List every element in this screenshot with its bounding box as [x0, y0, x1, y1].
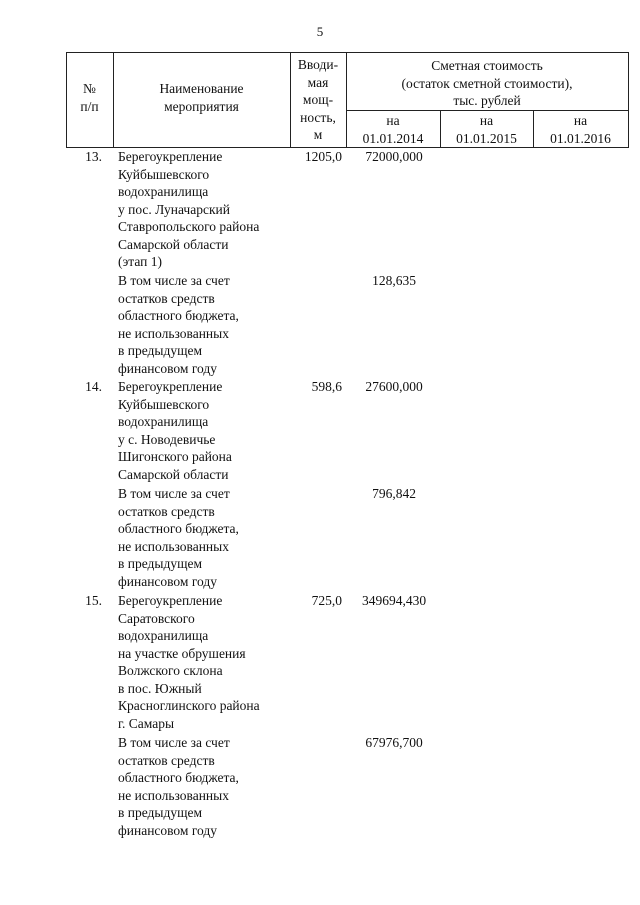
row-name-line: Саратовского [118, 610, 195, 626]
row-subnote-line: областного бюджета, [118, 521, 239, 536]
row-name-line: в пос. Южный [118, 680, 202, 696]
row-name-line: г. Самары [118, 715, 175, 731]
header-name-line: Наименование [159, 81, 244, 96]
header-date-line: на [479, 113, 494, 128]
header-cost-line: (остаток сметной стоимости), [401, 75, 573, 91]
header-capacity [290, 56, 346, 144]
header-capacity-line: ность, [300, 109, 336, 125]
row-capacity: 1205,0 [304, 149, 342, 164]
row-subnote [118, 485, 294, 590]
header-date-line: 01.01.2014 [362, 130, 424, 146]
row-name [118, 592, 294, 732]
row-subnote-line: остатков средств [118, 290, 215, 306]
header-date-line: 01.01.2016 [550, 130, 611, 146]
header-capacity-line: мощ- [302, 92, 334, 107]
header-cost-line: тыс. рублей [453, 93, 521, 108]
row-subnote [118, 272, 294, 377]
row-name [118, 378, 294, 483]
row-name-line: Куйбышевского [118, 166, 210, 182]
row-subnote-line: финансовом году [118, 360, 218, 376]
header-capacity-line: м [313, 127, 323, 142]
row-name-line: Самарской области [118, 466, 229, 482]
row-name-line: у с. Новодевичье [118, 431, 216, 447]
row-subnote-line: не использованных [118, 538, 229, 554]
table-right-border [628, 52, 629, 148]
row-number: 14. [85, 379, 102, 394]
row-subnote-line: в предыдущем [118, 805, 203, 820]
row-subnote-line: остатков средств [118, 503, 215, 519]
header-date-line: на [386, 113, 400, 128]
row-cost-2014: 72000,000 [365, 149, 423, 164]
header-name [113, 80, 290, 115]
header-capacity-line: мая [307, 74, 329, 90]
header-capacity-line: Вводи- [297, 57, 339, 72]
header-num [66, 80, 113, 115]
row-name-line: Берегоукрепление [118, 593, 223, 608]
row-subnote-cost-2014: 128,635 [372, 273, 416, 288]
row-name-line: Самарской области [118, 236, 229, 252]
row-subnote-line: остатков средств [118, 752, 215, 768]
row-subnote-line: областного бюджета, [118, 308, 239, 323]
date-header-divider [346, 110, 629, 111]
row-name-line: Шигонского района [118, 449, 232, 464]
table-top-border [66, 52, 629, 53]
row-subnote-line: в предыдущем [118, 343, 203, 358]
row-subnote-cost-2014: 67976,700 [365, 735, 423, 750]
header-date-2015 [440, 112, 533, 147]
header-date-2016 [533, 112, 628, 147]
row-name-line: Берегоукрепление [118, 149, 223, 164]
header-date-line: на [573, 113, 588, 128]
row-subnote-line: финансовом году [118, 822, 218, 838]
row-name-line: водохранилища [118, 184, 209, 199]
row-name-line: у пос. Луначарский [118, 201, 230, 217]
row-subnote-line: финансовом году [118, 573, 218, 589]
row-name-line: Берегоукрепление [118, 379, 223, 394]
row-capacity: 725,0 [311, 593, 342, 608]
header-date-2014 [346, 112, 440, 147]
header-cost-line: Сметная стоимость [431, 58, 543, 73]
row-subnote-line: не использованных [118, 325, 229, 341]
header-num-line: № [83, 81, 96, 96]
row-capacity: 598,6 [311, 379, 342, 394]
row-subnote-line: В том числе за счет [118, 486, 230, 501]
row-name-line: на участке обрушения [118, 645, 246, 661]
row-subnote-cost-2014: 796,842 [372, 486, 416, 501]
row-subnote-line: областного бюджета, [118, 770, 239, 785]
header-cost-group [346, 57, 628, 110]
row-subnote [118, 734, 294, 839]
row-subnote-line: В том числе за счет [118, 273, 230, 288]
row-name-line: водохранилища [118, 628, 209, 643]
row-name [118, 148, 294, 271]
header-date-line: 01.01.2015 [456, 130, 517, 146]
row-name-line: Куйбышевского [118, 396, 210, 412]
row-cost-2014: 349694,430 [361, 593, 427, 608]
row-subnote-line: не использованных [118, 787, 229, 803]
row-name-line: Ставропольского района [118, 219, 260, 234]
row-subnote-line: В том числе за счет [118, 735, 230, 750]
row-name-line: Волжского склона [118, 663, 223, 678]
row-name-line: (этап 1) [118, 254, 163, 269]
row-name-line: Красноглинского района [118, 698, 260, 713]
header-name-line: мероприятия [164, 98, 239, 114]
row-cost-2014: 27600,000 [365, 379, 423, 394]
page-number: 5 [316, 24, 324, 39]
row-number: 13. [85, 149, 102, 164]
row-name-line: водохранилища [118, 414, 209, 429]
row-number: 15. [85, 593, 102, 608]
row-subnote-line: в предыдущем [118, 556, 203, 571]
header-num-line: п/п [80, 98, 99, 114]
